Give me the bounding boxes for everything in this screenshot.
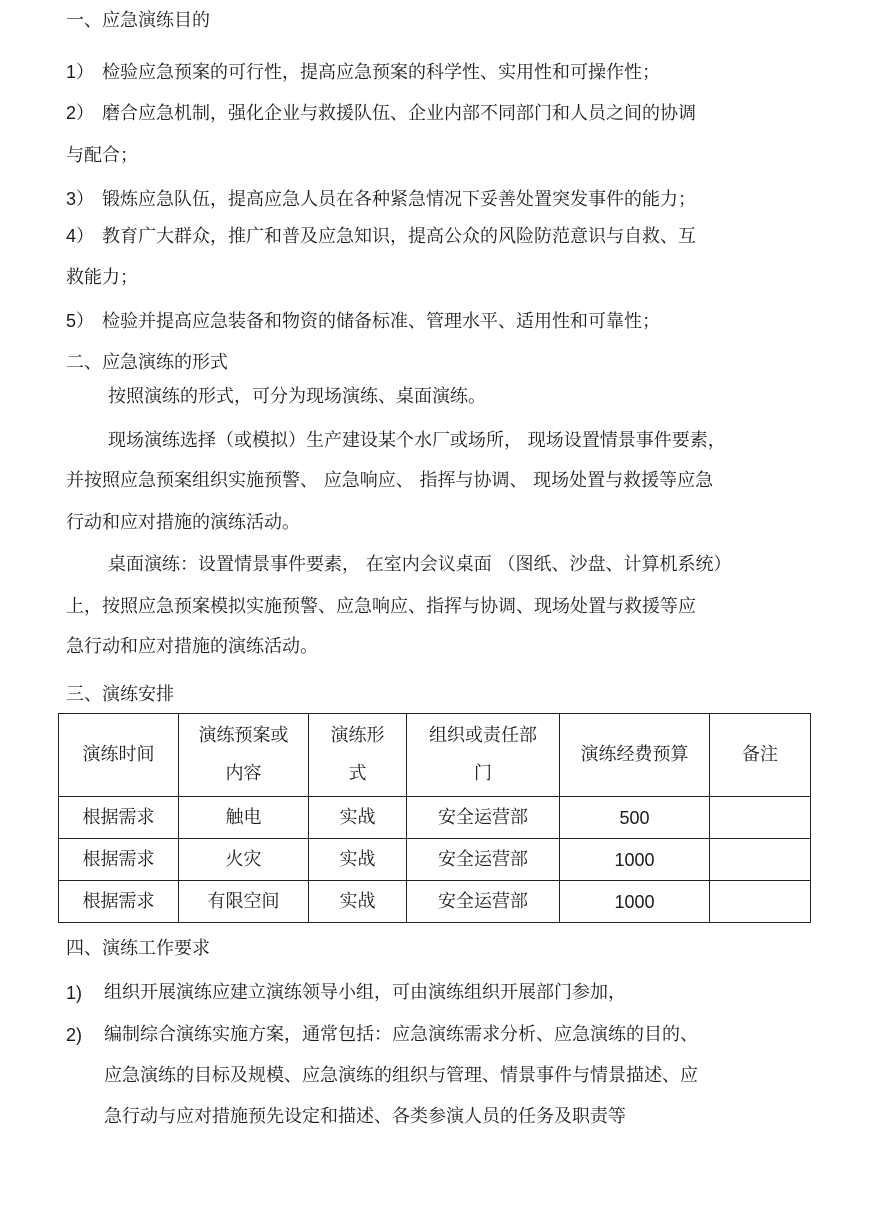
s1-item-5-text: 检验并提高应急装备和物资的储备标准、管理水平、适用性和可靠性； xyxy=(102,311,660,332)
s2-para-3-line-3: 急行动和应对措施的演练活动。 xyxy=(66,636,318,657)
s2-para-2-line-1: 现场演练选择（或模拟）生产建设某个水厂或场所， 现场设置情景事件要素， xyxy=(108,430,726,451)
s1-item-5-num: 5） xyxy=(66,311,95,331)
s4-item-1-num: 1) xyxy=(66,983,83,1003)
table-header-row xyxy=(59,714,811,797)
cell-time: 根据需求 xyxy=(59,881,179,923)
cell-form: 实战 xyxy=(309,881,407,923)
cell-budget: 500 xyxy=(560,797,710,839)
cell-form: 实战 xyxy=(309,797,407,839)
table-row xyxy=(59,881,811,923)
cell-plan: 火灾 xyxy=(179,839,309,881)
s1-item-4 xyxy=(66,223,696,250)
cell-form: 实战 xyxy=(309,839,407,881)
s1-item-3-text: 锻炼应急队伍，提高应急人员在各种紧急情况下妥善处置突发事件的能力； xyxy=(102,189,696,210)
cell-remark xyxy=(710,839,811,881)
s4-item-2-num: 2) xyxy=(66,1025,83,1045)
cell-remark xyxy=(710,797,811,839)
cell-plan: 有限空间 xyxy=(179,881,309,923)
s1-item-2 xyxy=(66,100,696,127)
cell-plan: 触电 xyxy=(179,797,309,839)
section-1-title: 一、应急演练目的 xyxy=(66,10,210,31)
s1-item-3 xyxy=(66,186,696,213)
s4-item-2-line-1: 编制综合演练实施方案，通常包括：应急演练需求分析、应急演练的目的、 xyxy=(104,1024,698,1045)
s1-item-4-text: 教育广大群众，推广和普及应急知识，提高公众的风险防范意识与自救、互 xyxy=(102,226,696,247)
cell-dept: 安全运营部 xyxy=(407,881,560,923)
header-cell-time: 演练时间 xyxy=(59,714,179,797)
table-row xyxy=(59,839,811,881)
section-4-title: 四、演练工作要求 xyxy=(66,938,210,959)
s1-item-1-num: 1） xyxy=(66,62,95,82)
s2-para-2-line-3: 行动和应对措施的演练活动。 xyxy=(66,512,300,533)
drill-schedule-table xyxy=(58,713,811,923)
s1-item-2-cont: 与配合； xyxy=(66,145,138,166)
cell-dept: 安全运营部 xyxy=(407,839,560,881)
section-2-title: 二、应急演练的形式 xyxy=(66,352,228,373)
cell-time: 根据需求 xyxy=(59,839,179,881)
s2-para-2-line-2: 并按照应急预案组织实施预警、 应急响应、 指挥与协调、 现场处置与救援等应急 xyxy=(66,470,714,491)
section-3-title: 三、演练安排 xyxy=(66,684,174,705)
header-cell-dept: 组织或责任部 门 xyxy=(407,714,560,797)
header-cell-form: 演练形 式 xyxy=(309,714,407,797)
s2-para-3-line-2: 上，按照应急预案模拟实施预警、应急响应、指挥与协调、现场处置与救援等应 xyxy=(66,596,696,617)
s1-item-4-num: 4） xyxy=(66,226,95,246)
cell-remark xyxy=(710,881,811,923)
s1-item-1-text: 检验应急预案的可行性，提高应急预案的科学性、实用性和可操作性； xyxy=(102,62,660,83)
s4-item-1-line-1: 组织开展演练应建立演练领导小组，可由演练组织开展部门参加， xyxy=(104,982,626,1003)
cell-dept: 安全运营部 xyxy=(407,797,560,839)
s1-item-3-num: 3） xyxy=(66,189,95,209)
s1-item-4-cont: 救能力； xyxy=(66,267,138,288)
s2-para-3-line-1: 桌面演练：设置情景事件要素， 在室内会议桌面 （图纸、沙盘、计算机系统） xyxy=(108,554,732,575)
cell-budget: 1000 xyxy=(560,881,710,923)
s4-item-2-line-2: 应急演练的目标及规模、应急演练的组织与管理、情景事件与情景描述、应 xyxy=(104,1065,698,1086)
s4-item-2-line-3: 急行动与应对措施预先设定和描述、各类参演人员的任务及职责等 xyxy=(104,1106,626,1127)
cell-budget: 1000 xyxy=(560,839,710,881)
cell-time: 根据需求 xyxy=(59,797,179,839)
s1-item-2-text: 磨合应急机制，强化企业与救援队伍、企业内部不同部门和人员之间的协调 xyxy=(102,103,696,124)
header-cell-plan: 演练预案或 内容 xyxy=(179,714,309,797)
s1-item-2-num: 2） xyxy=(66,103,95,123)
table-row xyxy=(59,797,811,839)
header-cell-remark: 备注 xyxy=(710,714,811,797)
s2-para-1: 按照演练的形式，可分为现场演练、桌面演练。 xyxy=(108,386,486,407)
s1-item-1 xyxy=(66,59,660,86)
header-cell-budget: 演练经费预算 xyxy=(560,714,710,797)
s1-item-5 xyxy=(66,308,660,335)
